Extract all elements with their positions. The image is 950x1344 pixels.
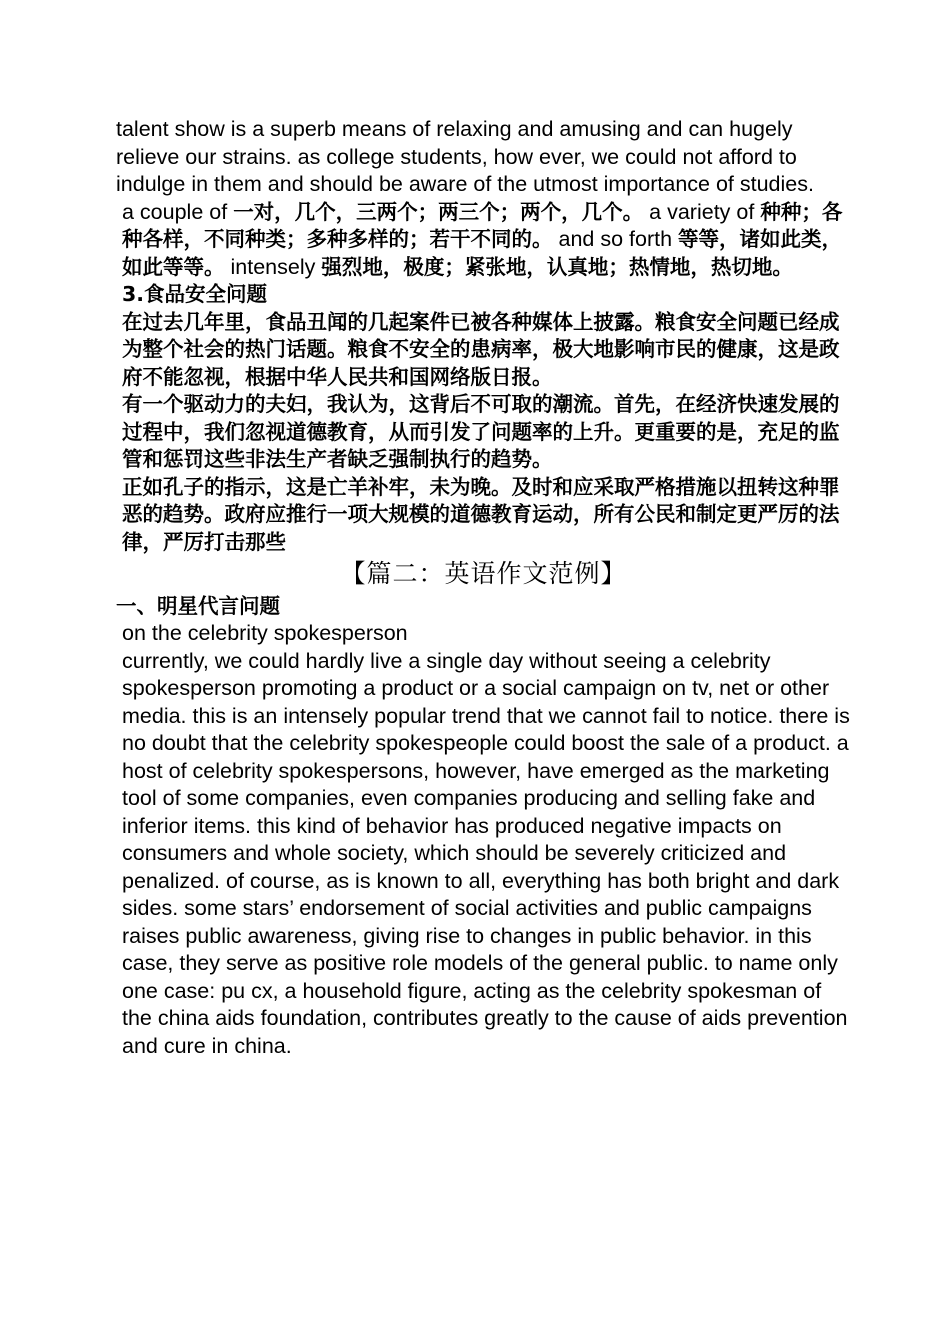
essay-body: currently, we could hardly live a single day without seeing a celebrity spokesperson promoting a product or a social campaign on tv, net or other media. this is an intensely popular trend that we cannot fail to notice. there is no doubt that the celebrity spokespeople could boost the sale of a product. a host of celebrity spokespersons, however, have emerged as the marketing tool of some companies, even companies producing and selling fake and inferior items. this kind of behavior has produced negative impacts on consumers and whole society, which should be severely criticized and penalized. of course, as is known to all, everything has both bright and dark sides. some stars’ endorsement of social activities and public campaigns raises public awareness, giving rise to changes in public behavior. in this case, they serve as positive role models of the general public. to name only one case: pu cx, a household figure, acting as the celebrity spokesman of the china aids foundation, contributes greatly to the cause of aids prevention and cure in china. <box>122 648 850 1058</box>
vocab-definition: 一对，几个，三两个；两三个；两个，几个。 <box>233 199 644 224</box>
vocab-definition: 种种；各种各样，不同种类；多种多样的；若干不同的。 <box>122 199 843 251</box>
topic-food-safety-title: 3.食品安全问题 <box>122 282 268 306</box>
essay-title: on the celebrity spokesperson <box>122 621 408 645</box>
vocab-term: a couple of <box>122 199 228 224</box>
vocab-definition: 强烈地，极度；紧张地，认真地；热情地，热切地。 <box>321 254 793 279</box>
food-safety-paragraph-2: 有一个驱动力的夫妇，我认为，这背后不可取的潮流。首先，在经济快速发展的过程中，我们忽视道德教育，从而引发了问题率的上升。更重要的是，充足的监管和惩罚这些非法生产者缺乏强制执行的趋势。 <box>122 392 840 471</box>
paragraph-talent-show: talent show is a superb means of relaxing and amusing and can hugely relieve our strains. as college students, how ever, we could not afford to indulge in them and should be aware of the utmost importance of studies. <box>116 117 814 196</box>
vocab-term: a variety of <box>649 199 755 224</box>
food-safety-paragraph-1: 在过去几年里，食品丑闻的几起案件已被各种媒体上披露。粮食安全问题已经成为整个社会的热门话题。粮食不安全的患病率，极大地影响市民的健康，这是政府不能忽视，根据中华人民共和国网络版日报。 <box>122 309 840 389</box>
vocab-term: and so forth <box>558 227 673 251</box>
vocab-definition: 等等，诸如此类，如此等等。 <box>122 227 843 279</box>
vocab-term: intensely <box>230 254 316 279</box>
vocabulary-paragraph <box>116 199 851 282</box>
topic-celebrity-title: 一、明星代言问题 <box>116 594 280 618</box>
food-safety-paragraph-3: 正如孔子的指示，这是亡羊补牢，未为晚。及时和应采取严格措施以扭转这种罪恶的趋势。政府应推行一项大规模的道德教育运动，所有公民和制定更严厉的法律，严厉打击那些 <box>122 474 840 554</box>
section-heading: 【篇二：英语作文范例】 <box>340 559 627 588</box>
document-body <box>116 116 851 1060</box>
